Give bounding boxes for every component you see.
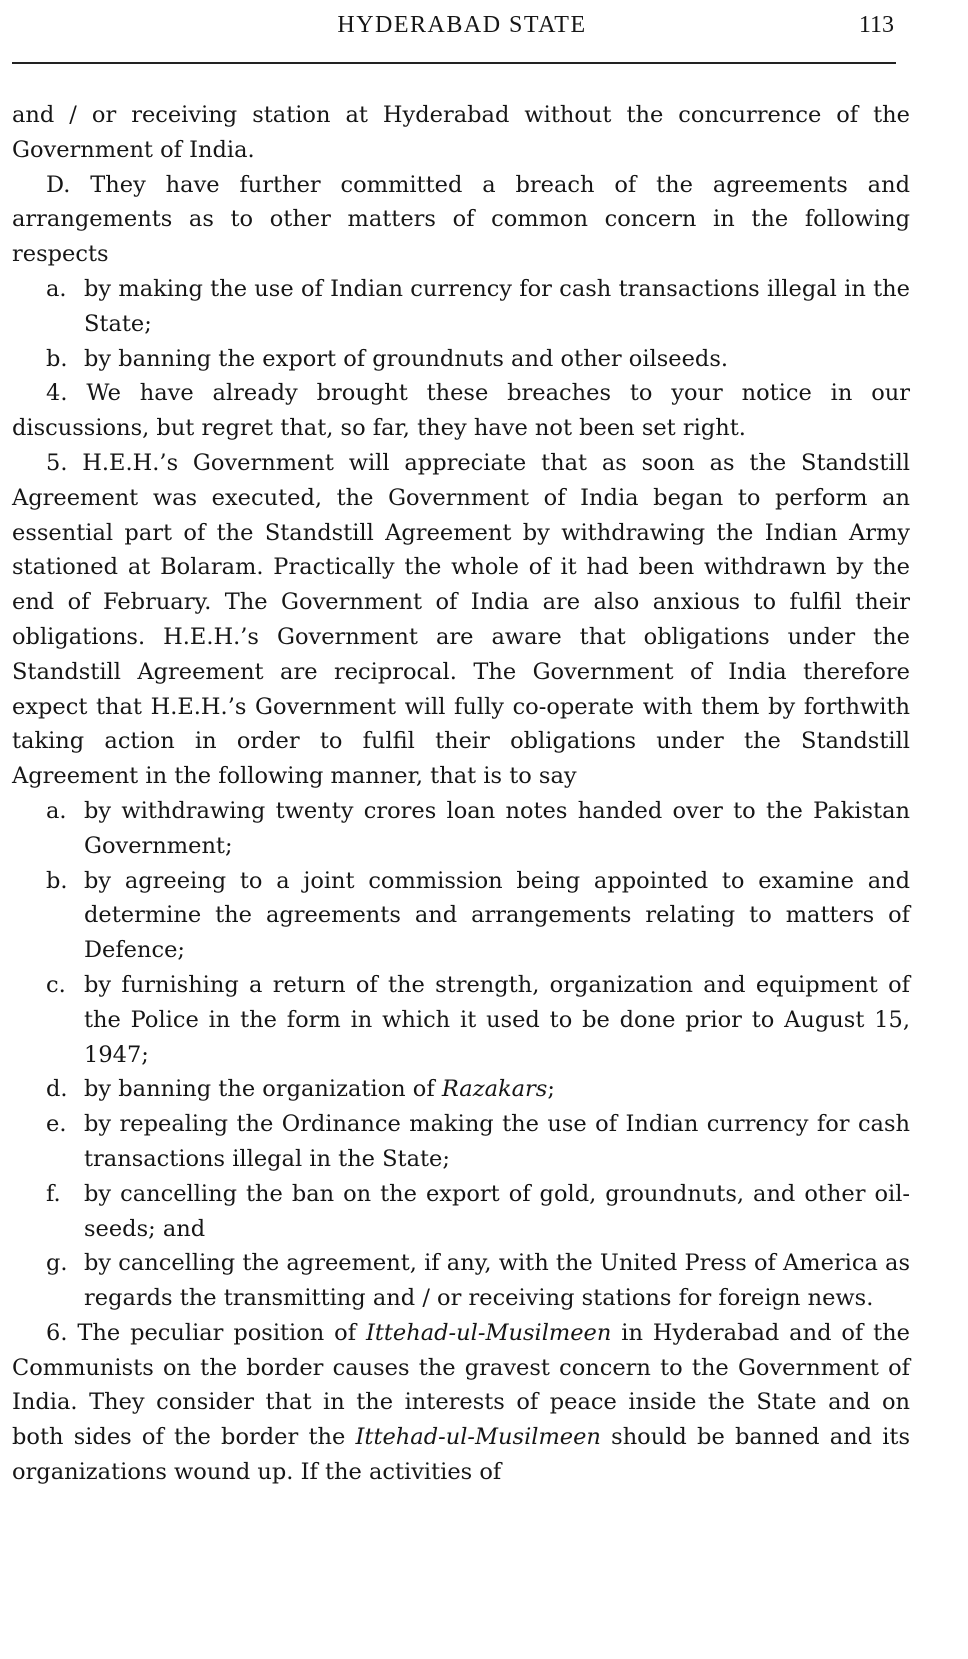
list-item-label: b. (46, 345, 68, 372)
list-item (12, 342, 910, 377)
body-text (12, 98, 910, 1490)
list-item-text: by cancelling the ban on the export of gold, groundnuts, and other oil-seeds; and (84, 1180, 910, 1242)
list-item-label: d. (46, 1076, 68, 1103)
list-item-label: e. (46, 1111, 67, 1138)
list-item-label: b. (46, 867, 68, 894)
italic-term: Ittehad-ul-Musilmeen (365, 1319, 612, 1346)
list-item (12, 864, 910, 968)
list-item (12, 1107, 910, 1177)
paragraph-continuation: and / or receiving station at Hyderabad without the concurrence of the Government of India. (12, 102, 910, 163)
running-header (12, 8, 912, 48)
list-item (12, 1072, 910, 1107)
list-item (12, 794, 910, 864)
list-item-label: a. (46, 275, 67, 302)
list-item-text: by repealing the Ordinance making the use of Indian currency for cash transactions illegal in the State; (84, 1111, 910, 1172)
header-title: HYDERABAD STATE (337, 12, 587, 38)
list-item-text: by banning the export of groundnuts and other oilseeds. (84, 345, 729, 372)
list-item-text: by agreeing to a joint commission being appointed to examine and determine the agreements and arrangements relating to matters of Defence; (84, 867, 910, 964)
list-item-text: by withdrawing twenty crores loan notes handed over to the Pakistan Government; (84, 797, 910, 859)
list-item (12, 968, 910, 1072)
paragraph-5: 5. H.E.H.’s Government will appreciate that as soon as the Standstill Agreement was executed, the Government of India began to perform an essential part of the Standstill Agreement by withdrawing the Indian Army stationed at Bolaram. Practically the whole of it had been withdrawn by the end of February. The Government of India are also anxious to fulfil their obligations. H.E.H.’s Government are aware that obligations under the Standstill Agreement are reciprocal. The Government of India therefore expect that H.E.H.’s Government will fully co-operate with them by forthwith taking action in order to fulfil their obligations under the Standstill Agreement in the following manner, that is to say (12, 449, 910, 790)
list-item-label: f. (46, 1180, 61, 1207)
list-item (12, 1246, 910, 1316)
list-item-text: by cancelling the agreement, if any, with the United Press of America as regards the transmitting and / or receiving stations for foreign news. (84, 1250, 910, 1312)
page-number: 113 (858, 12, 894, 38)
list-item-text: by making the use of Indian currency for cash transactions illegal in the State; (84, 275, 910, 337)
document-page (12, 0, 912, 1659)
italic-term: Razakars (441, 1076, 548, 1103)
list-item-text: by furnishing a return of the strength, organization and equipment of the Police in the form in which it used to be done prior to August 15, 1947; (84, 971, 910, 1068)
list-item-text: by banning the organization of Razakars; (84, 1076, 555, 1103)
italic-term: Ittehad-ul-Musilmeen (355, 1424, 601, 1451)
breach-list (12, 272, 910, 376)
list-item (12, 272, 910, 342)
paragraph-d: D. They have further committed a breach of the agreements and arrangements as to other matters of common concern in the following respects (12, 171, 910, 268)
paragraph-6: 6. The peculiar position of Ittehad-ul-Musilmeen in Hyderabad and of the Communists on the border causes the gravest concern to the Government of India. They consider that in the interests of peace inside the State and on both sides of the border the Ittehad-ul-Musilmeen should be banned and its organizations wound up. If the activities of (12, 1319, 910, 1486)
list-item (12, 1177, 910, 1247)
list-item-label: c. (46, 971, 66, 998)
header-rule (12, 62, 896, 64)
paragraph-4: 4. We have already brought these breaches to your notice in our discussions, but regret that, so far, they have not been set right. (12, 380, 910, 442)
list-item-label: a. (46, 797, 67, 824)
list-item-label: g. (46, 1250, 68, 1277)
obligations-list (12, 794, 910, 1316)
